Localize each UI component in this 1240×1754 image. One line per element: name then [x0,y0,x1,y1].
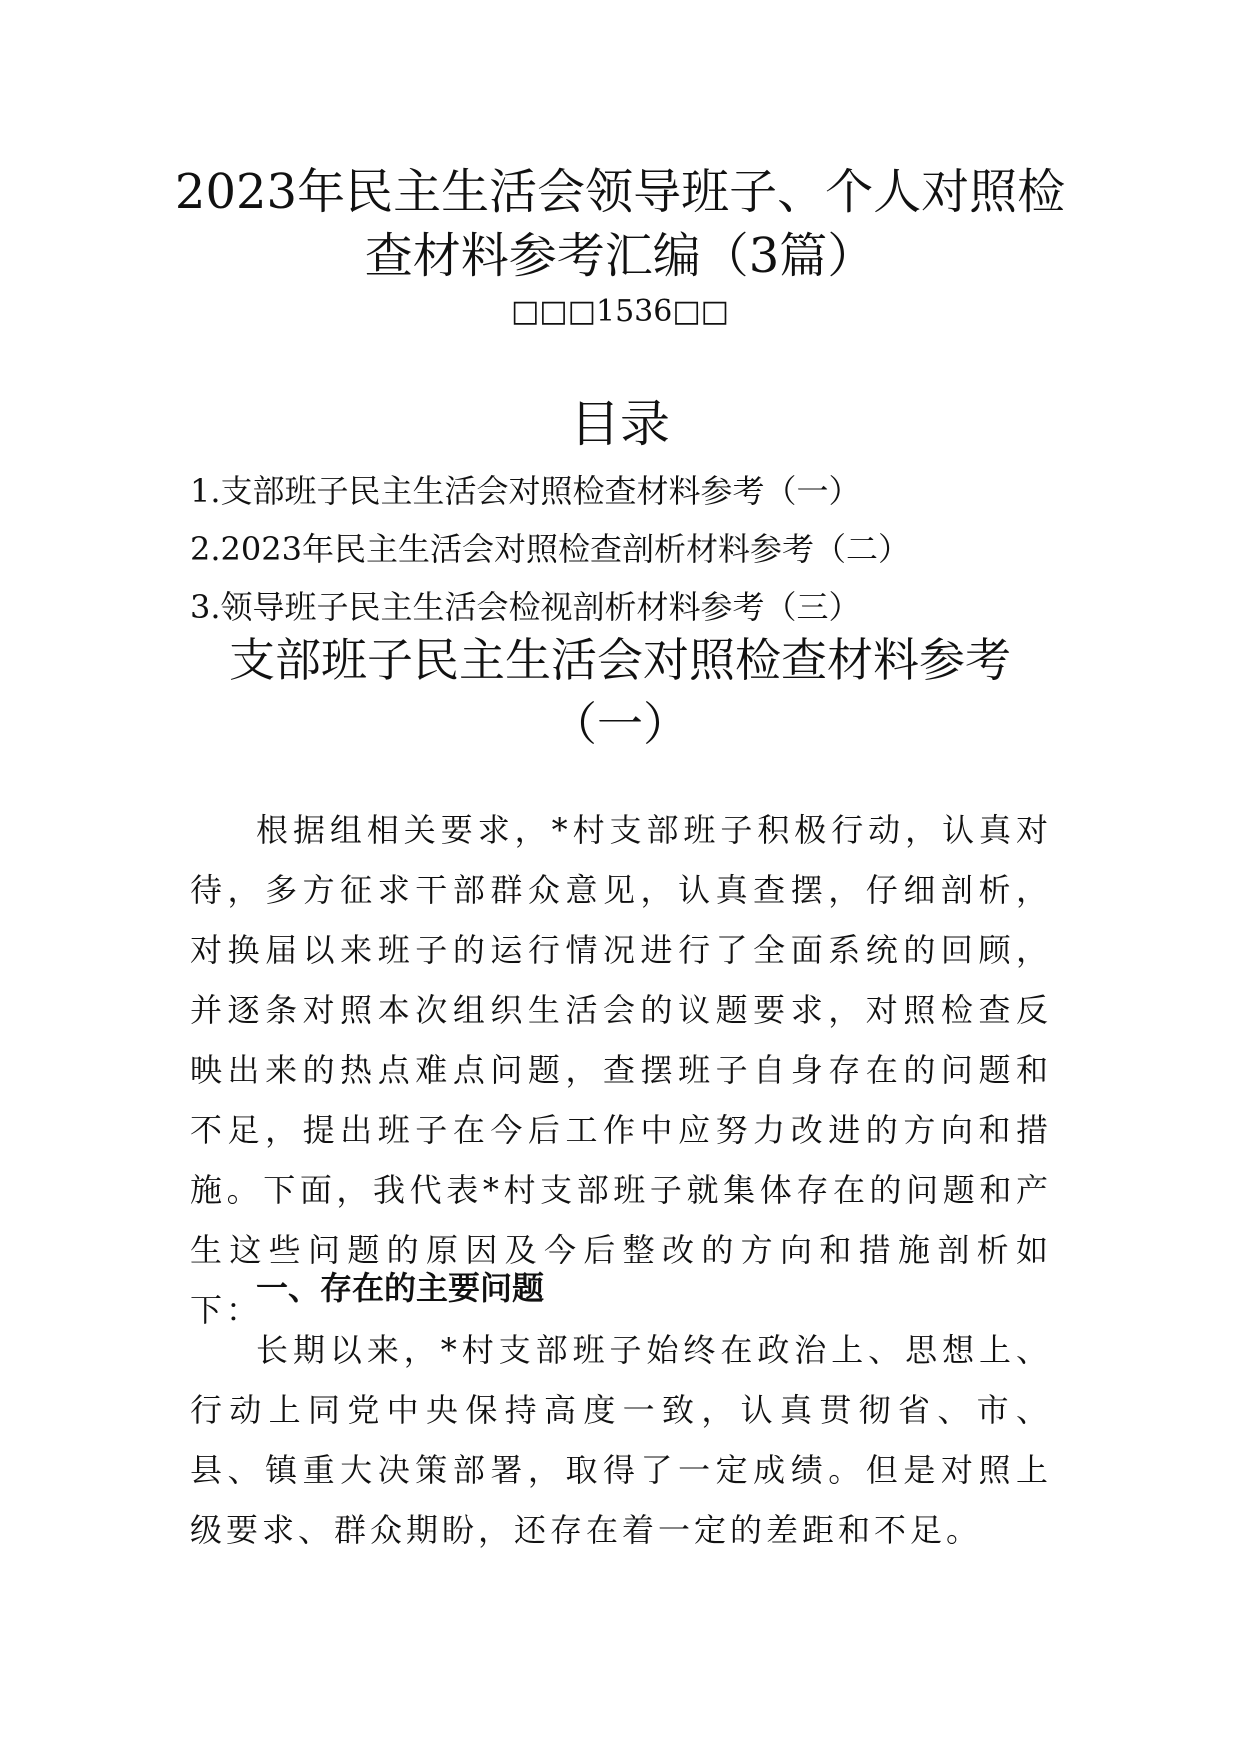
section-title-line-2: （一） [551,697,689,751]
document-title [120,160,1120,288]
word-count-line: □□□1536□□ [510,294,730,329]
toc-item-1[interactable]: 1.支部班子民主生活会对照检查材料参考（一） [190,472,861,510]
document-title-line-1: 2023年民主生活会领导班子、个人对照检 [174,164,1066,220]
document-title-line-2: 查材料参考汇编（3篇） [364,228,876,284]
section-title-line-1: 支部班子民主生活会对照检查材料参考 [229,633,1011,687]
toc-item-3[interactable]: 3.领导班子民主生活会检视剖析材料参考（三） [190,588,861,626]
intro-paragraph: 根据组相关要求，*村支部班子积极行动，认真对待，多方征求干部群众意见，认真查摆，仔细剖析，对换届以来班子的运行情况进行了全面系统的回顾，并逐条对照本次组织生活会的议题要求，对照检查反映出来的热点难点问题，查摆班子自身存在的问题和不足，提出班子在今后工作中应努力改进的方向和措施。下面，我代表*村支部班子就集体存在的问题和产生这些问题的原因及今后整改的方向和措施剖析如下： [190,811,1052,1329]
table-of-contents [190,462,1110,636]
section-title [120,628,1120,756]
problems-paragraph: 长期以来，*村支部班子始终在政治上、思想上、行动上同党中央保持高度一致，认真贯彻省、市、县、镇重大决策部署，取得了一定成绩。但是对照上级要求、群众期盼，还存在着一定的差距和不足。 [190,1331,1052,1549]
toc-heading: 目录 [570,395,670,453]
toc-item-2[interactable]: 2.2023年民主生活会对照检查剖析材料参考（二） [190,530,910,568]
subheading-main-problems: 一、存在的主要问题 [256,1269,545,1307]
